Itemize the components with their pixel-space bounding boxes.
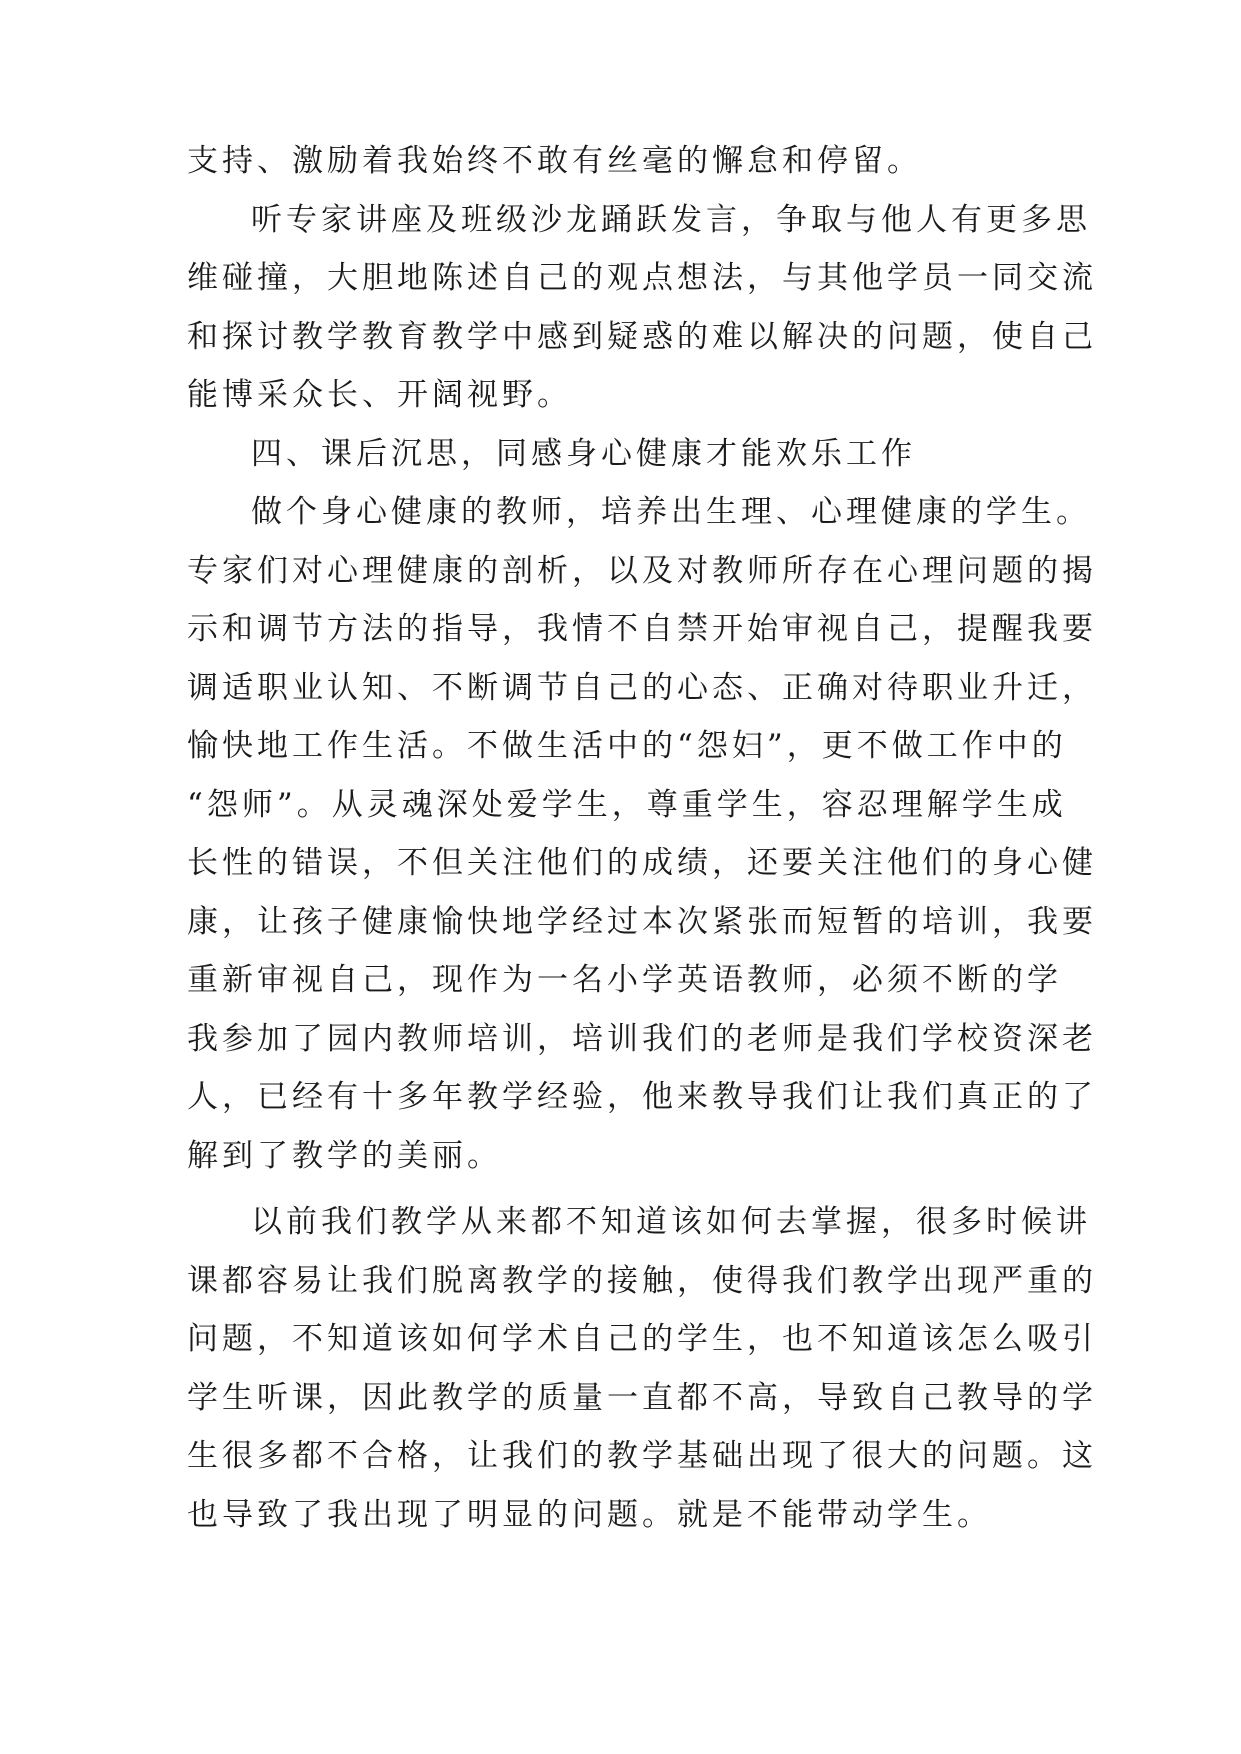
text-line: 解到了教学的美丽。 <box>187 1137 502 1174</box>
paragraph-first-line: 做个身心健康的教师，培养出生理、心理健康的学生。 <box>251 494 1091 530</box>
text-line: 示和调节方法的指导，我情不自禁开始审视自己，提醒我要 <box>187 611 1097 647</box>
text-line: 能博采众长、开阔视野。 <box>187 377 572 413</box>
text-line: 课都容易让我们脱离教学的接触，使得我们教学出现严重的 <box>187 1262 1097 1299</box>
body-text <box>187 132 1097 1544</box>
paragraph-first-line: 以前我们教学从来都不知道该如何去掌握，很多时候讲 <box>251 1204 1091 1240</box>
text-line: 生很多都不合格，让我们的教学基础出现了很大的问题。这 <box>187 1438 1097 1474</box>
text-line: 和探讨教学教育教学中感到疑惑的难以解决的问题，使自己 <box>187 318 1097 355</box>
text-line: 调适职业认知、不断调节自己的心态、正确对待职业升迁， <box>187 669 1097 706</box>
section-heading: 四、课后沉思，同感身心健康才能欢乐工作 <box>251 435 916 472</box>
text-line: 支持、激励着我始终不敢有丝毫的懈怠和停留。 <box>187 143 922 179</box>
text-line: 长性的错误，不但关注他们的成绩，还要关注他们的身心健 <box>187 845 1097 881</box>
text-line: “怨师”。从灵魂深处爱学生，尊重学生，容忍理解学生成 <box>187 786 1067 823</box>
text-line: 专家们对心理健康的剖析，以及对教师所存在心理问题的揭 <box>187 552 1097 589</box>
text-line: 人，已经有十多年教学经验，他来教导我们让我们真正的了 <box>187 1079 1097 1115</box>
text-line: 问题，不知道该如何学术自己的学生，也不知道该怎么吸引 <box>187 1321 1097 1357</box>
text-line: 维碰撞，大胆地陈述自己的观点想法，与其他学员一同交流 <box>187 260 1097 296</box>
text-line: 重新审视自己，现作为一名小学英语教师，必须不断的学 <box>187 962 1062 998</box>
text-line: 也导致了我出现了明显的问题。就是不能带动学生。 <box>187 1496 992 1533</box>
text-line: 我参加了园内教师培训，培训我们的老师是我们学校资深老 <box>187 1020 1097 1057</box>
text-line: 学生听课，因此教学的质量一直都不高，导致自己教导的学 <box>187 1379 1097 1416</box>
paragraph-first-line: 听专家讲座及班级沙龙踊跃发言，争取与他人有更多思 <box>251 201 1091 238</box>
text-line: 愉快地工作生活。不做生活中的“怨妇”，更不做工作中的 <box>187 728 1067 764</box>
text-line: 康，让孩子健康愉快地学经过本次紧张而短暂的培训，我要 <box>187 903 1097 940</box>
